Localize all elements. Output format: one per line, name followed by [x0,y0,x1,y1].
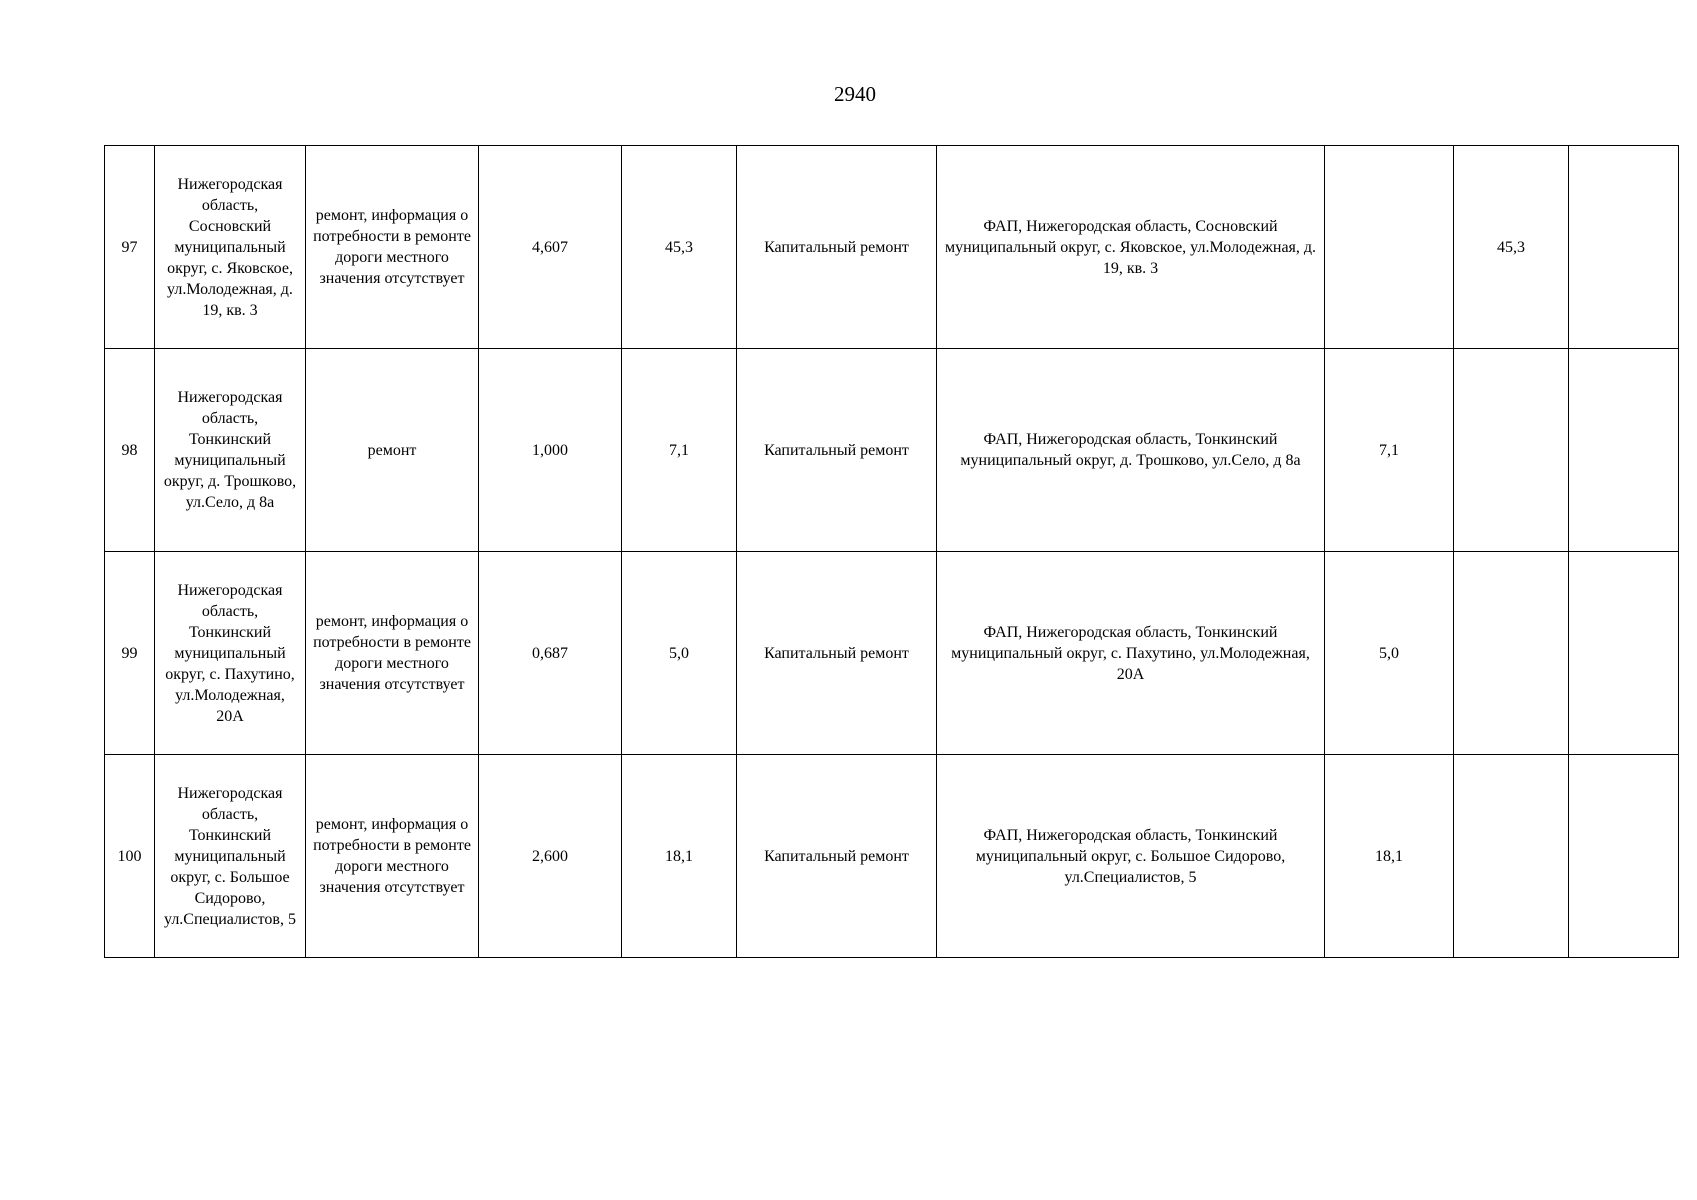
cell-col-9 [1454,755,1569,958]
cell-value-1: 2,600 [479,755,622,958]
cell-object-address: ФАП, Нижегородская область, Сосновский муниципальный округ, с. Яковское, ул.Молодежная, д. 19, кв. 3 [937,146,1325,349]
table-row [105,349,1679,552]
cell-work-description: ремонт, информация о потребности в ремонте дороги местного значения отсутствует [306,755,479,958]
cell-col-9 [1454,349,1569,552]
cell-work-type: Капитальный ремонт [737,349,937,552]
cell-col-10 [1569,755,1679,958]
cell-value-2: 7,1 [622,349,737,552]
cell-address: Нижегородская область, Тонкинский муниципальный округ, д. Трошково, ул.Село, д 8а [155,349,306,552]
cell-value-1: 4,607 [479,146,622,349]
cell-col-10 [1569,349,1679,552]
cell-address: Нижегородская область, Тонкинский муниципальный округ, с. Пахутино, ул.Молодежная, 20А [155,552,306,755]
cell-row-number: 99 [105,552,155,755]
cell-work-description: ремонт, информация о потребности в ремонте дороги местного значения отсутствует [306,552,479,755]
cell-object-address: ФАП, Нижегородская область, Тонкинский муниципальный округ, с. Большое Сидорово, ул.Специалистов, 5 [937,755,1325,958]
cell-col-9: 45,3 [1454,146,1569,349]
cell-col-8 [1325,146,1454,349]
table-row [105,755,1679,958]
cell-object-address: ФАП, Нижегородская область, Тонкинский муниципальный округ, с. Пахутино, ул.Молодежная, 20А [937,552,1325,755]
cell-object-address: ФАП, Нижегородская область, Тонкинский муниципальный округ, д. Трошково, ул.Село, д 8а [937,349,1325,552]
cell-work-type: Капитальный ремонт [737,755,937,958]
cell-work-type: Капитальный ремонт [737,146,937,349]
cell-col-10 [1569,552,1679,755]
cell-address: Нижегородская область, Сосновский муниципальный округ, с. Яковское, ул.Молодежная, д. 19, кв. 3 [155,146,306,349]
cell-address: Нижегородская область, Тонкинский муниципальный округ, с. Большое Сидорово, ул.Специалистов, 5 [155,755,306,958]
table-row [105,552,1679,755]
cell-value-1: 1,000 [479,349,622,552]
cell-row-number: 100 [105,755,155,958]
table-row [105,146,1679,349]
cell-value-1: 0,687 [479,552,622,755]
cell-col-8: 7,1 [1325,349,1454,552]
cell-col-10 [1569,146,1679,349]
cell-work-type: Капитальный ремонт [737,552,937,755]
data-table [104,145,1679,958]
cell-row-number: 97 [105,146,155,349]
cell-work-description: ремонт [306,349,479,552]
cell-value-2: 5,0 [622,552,737,755]
cell-row-number: 98 [105,349,155,552]
cell-col-8: 5,0 [1325,552,1454,755]
cell-col-8: 18,1 [1325,755,1454,958]
cell-value-2: 45,3 [622,146,737,349]
cell-work-description: ремонт, информация о потребности в ремонте дороги местного значения отсутствует [306,146,479,349]
page-number: 2940 [834,82,876,106]
cell-col-9 [1454,552,1569,755]
cell-value-2: 18,1 [622,755,737,958]
